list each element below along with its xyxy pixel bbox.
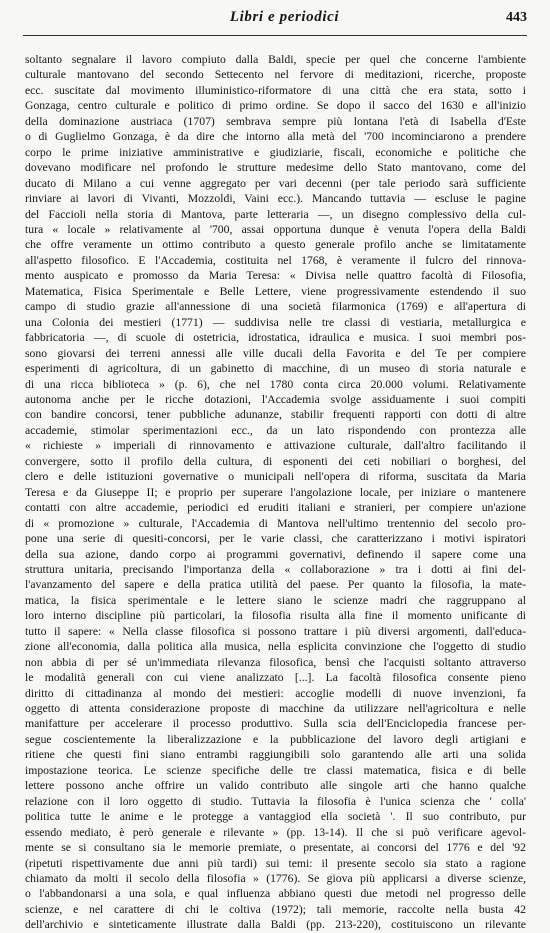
text-line: relazione con il loro oggetto di studio. Tuttavia la filosofia è l'unica scienza che ' colla'	[25, 794, 526, 808]
text-line: lettere possono anche offrire un valido contributo alle singole arti che hanno qualche	[25, 779, 526, 793]
text-line: matica, la fisica sperimentale e le lettere siano le scienze madri che raggruppano al	[25, 593, 526, 607]
text-line: manifatture per accelerare il processo produttivo. Sulla scia dell'Enciclopedia francese per-	[25, 717, 526, 731]
text-line: o di Guglielmo Gonzaga, è da dire che intorno alla metà del '700 incominciarono a prendere	[25, 130, 526, 144]
text-line: loro interno discipline più particolari, la filosofia risulta alla fine il momento unificante di	[25, 609, 526, 623]
text-line: dell'archivio e sinteticamente illustrate dalla Baldi (pp. 213-220), costituiscono un rilevante	[25, 918, 526, 932]
text-line: sono giovarsi dei terreni annessi alle ville ducali della Favorita e del Te per compiere	[25, 346, 526, 360]
text-line: dovevano modificare nel profondo le strutture medesime dello Stato mantovano, come del	[25, 161, 526, 175]
body-text	[25, 52, 526, 933]
text-line: tura « locale » relativamente al '700, assai opportuna dunque è venuta l'opera della Baldi	[25, 222, 526, 236]
text-line: mente se si consultano sia le memorie premiate, o presentate, ai concorsi del 1776 e del '92	[25, 841, 526, 855]
text-line: scienze, e nel carattere di chi le coltiva (1972); tali memorie, raccolte nella busta 42	[25, 902, 526, 916]
text-line: della dominazione austriaca (1707) sembrava sempre più lontana l'età di Isabella d'Este	[25, 114, 526, 128]
text-line: di « promozione » culturale, l'Accademia di Mantova nell'ultimo trentennio del secolo pro-	[25, 516, 526, 530]
text-line: Gonzaga, centro culturale e politico di primo ordine. Se dopo il sacco del 1630 e all'inizio	[25, 99, 526, 113]
text-line: pone una serie di quesiti-concorsi, per le varie classi, che caratterizzano i motivi ispiratori	[25, 532, 526, 546]
text-line: o l'abbandonarsi a una sola, e qual influenza abbiano questi due metodi nel progresso delle	[25, 887, 526, 901]
text-line: con bandire concorsi, tener pubbliche adunanze, stabilir frequenti rapporti con dotti di altre	[25, 408, 526, 422]
text-line: (ripetuti rispettivamente due anni più tardi) sui temi: il presente secolo sia stato a ragione	[25, 856, 526, 870]
text-line: Matematica, Fisica Sperimentale e Belle Lettere, viene progressivamente estendendo il suo	[25, 284, 526, 298]
text-line: diritto di cittadinanza al mondo dei mestieri: accoglie modelli di nuove invenzioni, fa	[25, 686, 526, 700]
text-line: convergere, sotto il profilo della cultura, di esponenti dei ceti nobiliari o borghesi, del	[25, 454, 526, 468]
text-line: culturale mantovano del secondo Settecento nel fervore di meditazioni, ricerche, proposte	[25, 68, 526, 82]
text-line: zione all'economia, dalla politica alla musica, nella esplicita convinzione che l'oggetto di studio	[25, 640, 526, 654]
text-line: essendo mediato, è però generale e rilevante » (pp. 13-14). Il che si può verificare agevol-	[25, 825, 526, 839]
text-line: contatti con altre accademie, periodici ed eruditi italiani e stranieri, per compiere un'azione	[25, 501, 526, 515]
text-line: all'aspetto filosofico. E l'Accademia, costituita nel 1768, è veramente il fulcro del rinnova-	[25, 253, 526, 267]
text-line: ecc. suscitate dal movimento illuministico-riformatore di una città che era stata, sotto i	[25, 83, 526, 97]
text-line: della sua azione, dando corpo ai programmi governativi, definendo il sapere come una	[25, 547, 526, 561]
text-line: autonoma anche per le ricche dotazioni, l'Accademia svolge assiduamente i suoi compiti	[25, 392, 526, 406]
text-line: politica tutte le anime e le protegge a vantaggiod ella società '. Il suo contributo, pur	[25, 810, 526, 824]
text-line: soltanto segnalare il lavoro compiuto dalla Baldi, specie per quel che concerne l'ambiente	[25, 53, 526, 66]
text-line: l'avanzamento del sapere e della pratica utilità del paese. Per quanto la filosofia, la mate-	[25, 578, 526, 592]
text-line: oggetto di attenta considerazione proposte di macchine da utilizzare nell'agricoltura e nelle	[25, 702, 526, 716]
text-line: le modalità generali con cui viene analizzato [...]. La facoltà filosofica consente pieno	[25, 671, 526, 685]
text-line: che offre veramente un ottimo contributo a questo generale profilo anche se limitatamente	[25, 238, 526, 252]
text-line: una Colonia dei mestieri (1771) — suddivisa nelle tre classi di vestiaria, metallurgica e	[25, 315, 526, 329]
text-line: struttura unitaria, precisando l'importanza della « collaborazione » tra i dotti ai fini del-	[25, 562, 526, 576]
text-line: impostazione teorica. Le scienze specifiche delle tre classi matematica, fisica e di belle	[25, 763, 526, 777]
text-line: esperimenti di agricoltura, di un gabinetto di macchine, di un museo di storia naturale e	[25, 362, 526, 376]
text-line: del Faccioli nella storia di Mantova, parte letteraria —, un disegno complessivo della cul-	[25, 207, 526, 221]
running-title: Libri e periodici	[229, 9, 340, 25]
text-line: mento auspicato e promosso da Maria Teresa: « Divisa nelle quattro facoltà di Filosofia,	[25, 269, 526, 283]
text-line: ducato di Milano a cui venne aggregato per vari decenni (per tale periodo sarà sufficiente	[25, 176, 526, 190]
text-line: corpo le prime iniziative amministrative e giudiziarie, fiscali, economiche e politiche che	[25, 145, 526, 159]
text-line: di una ricca biblioteca » (p. 6), che nel 1780 conta circa 20.000 volumi. Relativamente	[25, 377, 526, 391]
text-line: fabbricatoria —, di scuole di ostetricia, idrostatica, idraulica e musica. I suoi membri pos-	[25, 331, 526, 345]
text-line: clero e delle istituzioni governative o municipali nell'opera di riforma, suscitata da Maria	[25, 470, 526, 484]
text-line: non abbia di per sé un'immediata rilevanza filosofica, bensì che l'acquisti soltanto attraverso	[25, 655, 526, 669]
text-line: rinviare ai lavori di Vivanti, Mozzoldi, Vaini ecc.). Mancando tuttavia — escluse le pagine	[25, 192, 526, 206]
text-line: accademie, stimolar sperimentazioni ecc., da un lato rispondendo con prontezza alle	[25, 423, 526, 437]
page-number: 443	[505, 10, 527, 25]
text-line: tutto il sapere: « Nella classe filosofica si possono trattare i più diversi argomenti, dall'educa-	[25, 624, 526, 638]
text-line: ritiene che questi fini siano entrambi raggiungibili solo garantendo alle arti una solida	[25, 748, 526, 762]
text-line: chiamato da molti il secolo della filosofia » (1776). Se giova più applicarsi a diverse scienze,	[25, 872, 526, 886]
text-line: Teresa e da Giuseppe II; e proprio per superare l'angolazione locale, per iniziare o mantenere	[25, 485, 526, 499]
text-line: « richieste » imperiali di rinnovamento e attivazione culturale, dall'altro facilitando il	[25, 439, 526, 453]
text-line: campo di studio grazie all'annessione di una società filarmonica (1769) e all'apertura di	[25, 300, 526, 314]
text-line: segue coscientemente la liberalizzazione e la pubblicazione del lavoro degli artigiani e	[25, 732, 526, 746]
page-header	[23, 9, 527, 36]
